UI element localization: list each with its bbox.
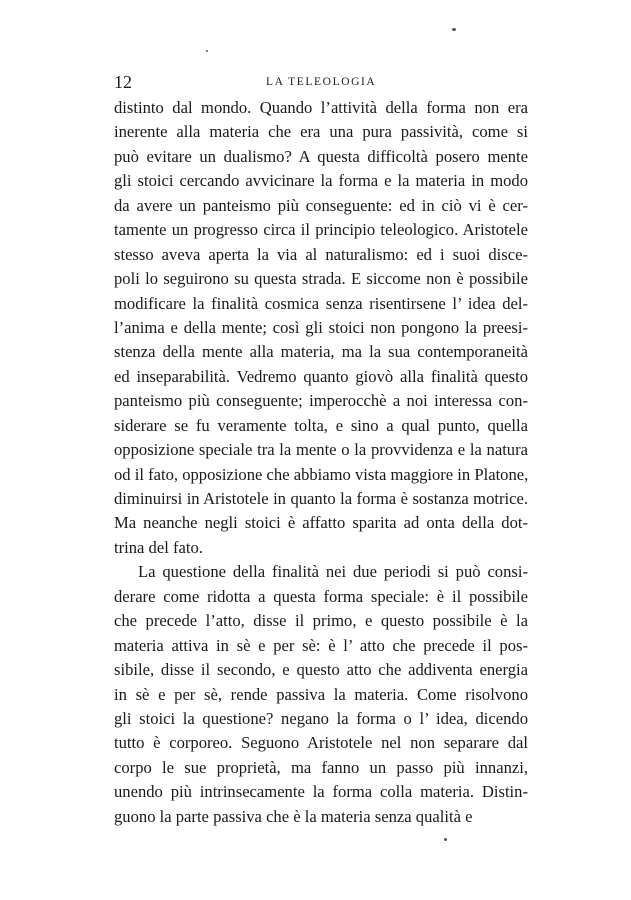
text-line: ed inseparabilità. Vedremo quanto giovò alla finalità questo (114, 366, 528, 386)
text-line: opposizione speciale tra la mente o la provvidenza e la natura (114, 440, 528, 460)
page-number: 12 (114, 72, 132, 92)
body-text (114, 96, 528, 829)
text-line: poli lo seguirono su questa strada. E siccome non è possibile (114, 269, 528, 289)
text-line: unendo più intrinsecamente la forma colla materia. Distin- (114, 782, 528, 802)
text-line: od il fato, opposizione che abbiamo vista maggiore in Platone, (114, 464, 529, 484)
text-line: diminuirsi in Aristotele in quanto la forma è sostanza motrice. (114, 489, 528, 508)
ink-speck (206, 50, 208, 52)
paragraph (114, 96, 528, 560)
text-line: gli stoici cercando avvicinare la forma e la materia in modo (114, 171, 528, 191)
text-line: trina del fato. (114, 537, 203, 557)
text-line: stesso aveva aperta la via al naturalismo: ed i suoi disce- (114, 244, 528, 264)
text-line: inerente alla materia che era una pura passività, come si (114, 122, 528, 142)
text-line: sibile, disse il secondo, e questo atto che addiventa energia (114, 660, 528, 680)
running-title: LA TELEOLOGIA (266, 76, 377, 88)
text-line: in sè e per sè, rende passiva la materia. Come risolvono (114, 684, 528, 704)
text-line: tamente un progresso circa il principio teleologico. Aristotele (114, 220, 528, 240)
text-line: La questione della finalità nei due periodi si può consi- (138, 562, 528, 582)
text-line: stenza della mente alla materia, ma la sua contemporaneità (114, 342, 528, 362)
text-line: corpo le sue proprietà, ma fanno un passo più innanzi, (114, 757, 528, 777)
text-line: panteismo più conseguente; imperocchè a noi interessa con- (114, 391, 528, 411)
text-line: guono la parte passiva che è la materia senza qualità e (114, 806, 473, 826)
text-line: l’anima e della mente; così gli stoici non pongono la preesi- (114, 317, 528, 337)
text-line: modificare la finalità cosmica senza risentirsene l’ idea del- (114, 293, 528, 313)
text-line: Ma neanche negli stoici è affatto sparita ad onta della dot- (114, 513, 528, 533)
text-line: materia attiva in sè e per sè: è l’ atto che precede il pos- (114, 635, 528, 655)
page-header (114, 72, 534, 94)
text-line: derare come ridotta a questa forma speciale: è il possibile (114, 586, 528, 606)
text-line: che precede l’atto, disse il primo, e questo possibile è la (114, 611, 528, 631)
text-line: gli stoici la questione? negano la forma o l’ idea, dicendo (114, 708, 528, 728)
ink-speck (444, 838, 447, 841)
ink-speck (452, 28, 456, 31)
text-line: distinto dal mondo. Quando l’attività della forma non era (114, 98, 528, 117)
text-line: tutto è corporeo. Seguono Aristotele nel non separare dal (114, 733, 528, 753)
text-line: siderare se fu veramente tolta, e sino a qual punto, quella (114, 415, 528, 435)
paragraph (114, 560, 528, 829)
text-line: da avere un panteismo più conseguente: ed in ciò vi è cer- (114, 195, 528, 215)
text-line: può evitare un dualismo? A questa difficoltà posero mente (114, 146, 528, 166)
